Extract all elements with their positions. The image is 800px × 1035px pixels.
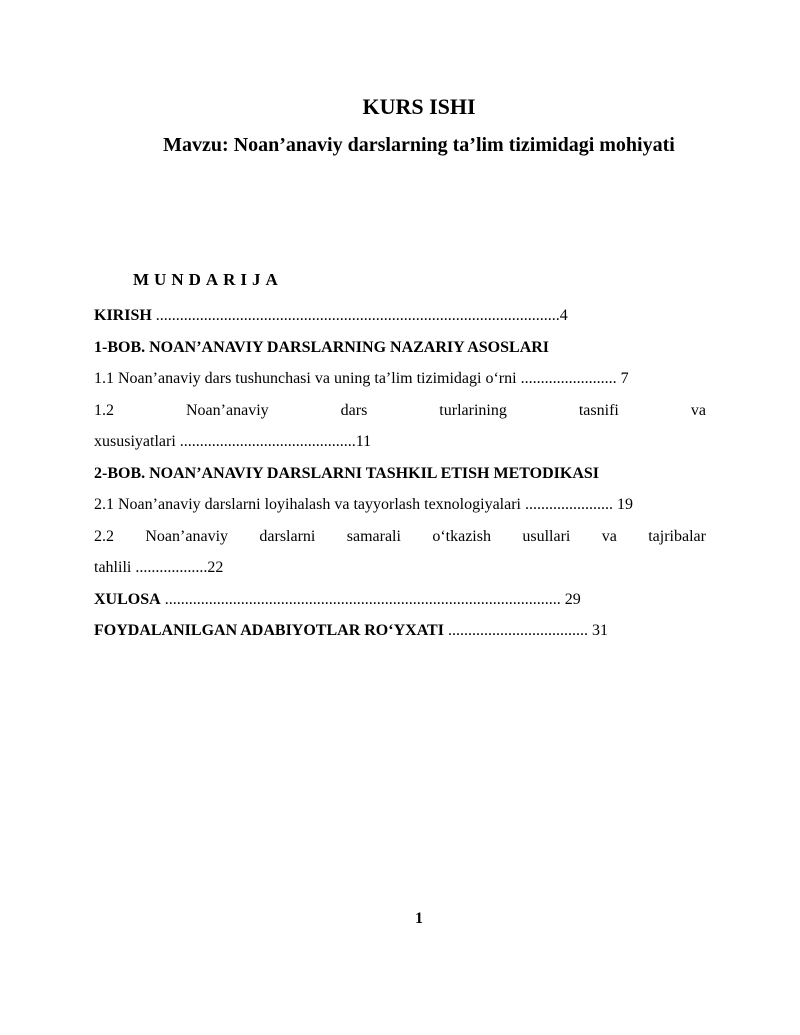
toc-word: Noan’anaviy xyxy=(145,527,229,545)
toc-section-1-2-cont: xususiyatlari ............................................11 xyxy=(94,433,372,450)
toc-section-1-1: 1.1 Noan’anaviy dars tushunchasi va uning ta’lim tizimidagi o‘rni ........................ 7 xyxy=(94,370,629,387)
toc-word: samarali xyxy=(346,527,401,545)
toc-word: Noan’anaviy xyxy=(186,401,269,419)
toc-word: tasnifi xyxy=(578,401,619,419)
toc-section-2-2 xyxy=(94,521,706,553)
toc-heading: MUNDARIJA xyxy=(133,270,283,289)
toc-entry-xulosa xyxy=(94,584,706,616)
toc-entry-kirish xyxy=(94,300,706,332)
toc-word: o‘tkazish xyxy=(432,527,491,545)
toc-leader: ................................................................................................... 29 xyxy=(160,590,581,608)
toc-entry-label: XULOSA xyxy=(94,590,161,608)
toc-word: va xyxy=(690,401,706,419)
toc-section-2-1: 2.1 Noan’anaviy darslarni loyihalash va tayyorlash texnologiyalari ...................... 19 xyxy=(94,496,633,513)
toc-page: 4 xyxy=(559,307,568,324)
document-subtitle: Mavzu: Noan’anaviy darslarning ta’lim tizimidagi mohiyati xyxy=(163,134,675,156)
toc-entry-adabiyotlar xyxy=(94,615,706,647)
toc-word: va xyxy=(601,527,617,545)
toc-leader: ................................... 31 xyxy=(443,622,608,639)
toc-word: darslarni xyxy=(259,527,316,545)
toc-section-1-2 xyxy=(94,395,706,427)
toc-word: usullari xyxy=(522,527,571,545)
toc-word: dars xyxy=(340,401,368,419)
toc-entry-label: KIRISH xyxy=(94,307,152,324)
toc-chapter-1: 1-BOB. NOAN’ANAVIY DARSLARNING NAZARIY ASOSLARI xyxy=(94,338,550,356)
toc-word: turlarining xyxy=(439,401,507,419)
toc-leader: ..................................................................................................... xyxy=(151,307,560,324)
table-of-contents xyxy=(94,300,706,647)
document-title: KURS ISHI xyxy=(362,94,476,119)
toc-word: 1.2 xyxy=(94,401,114,419)
toc-entry-label: FOYDALANILGAN ADABIYOTLAR RO‘YXATI xyxy=(94,622,444,639)
page-number: 1 xyxy=(415,910,423,927)
toc-word: 2.2 xyxy=(94,527,114,545)
toc-word: tajribalar xyxy=(648,527,706,545)
toc-chapter-2: 2-BOB. NOAN’ANAVIY DARSLARNI TASHKIL ETISH METODIKASI xyxy=(94,464,599,482)
toc-section-2-2-cont: tahlili ..................22 xyxy=(94,559,224,576)
